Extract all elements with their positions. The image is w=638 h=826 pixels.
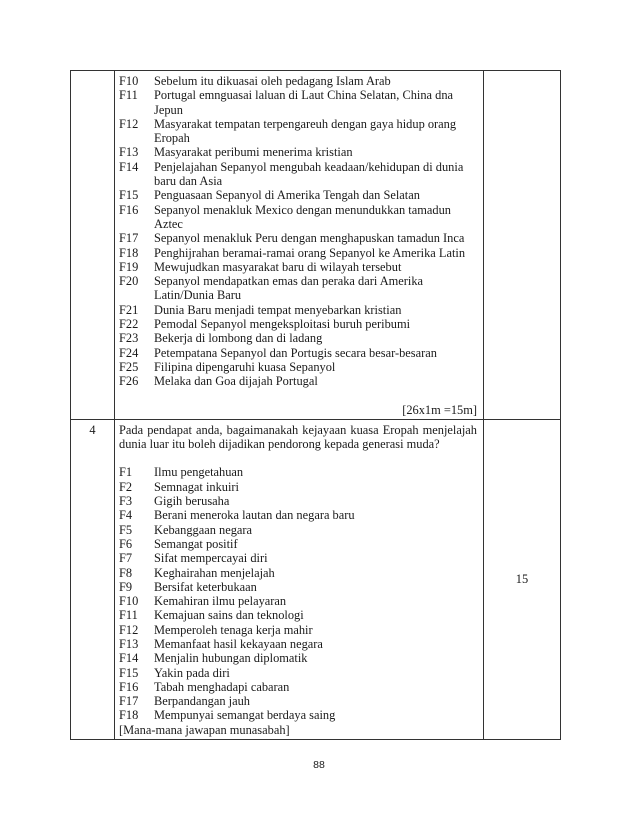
list-item	[119, 317, 477, 331]
item-code: F17	[119, 231, 139, 246]
marks-total: [26x1m =15m]	[402, 402, 477, 417]
item-code: F1	[119, 465, 133, 480]
item-text: Memperoleh tenaga kerja mahir	[154, 622, 313, 637]
item-code: F15	[119, 188, 139, 203]
item-text: Sepanyol menakluk Mexico dengan menundukkan tamadun Aztec	[154, 202, 451, 231]
item-code: F4	[119, 508, 133, 523]
item-code: F21	[119, 302, 139, 317]
item-text: Penguasaan Sepanyol di Amerika Tengah dan Selatan	[154, 188, 420, 203]
item-code: F2	[119, 479, 133, 494]
list-item	[119, 566, 477, 580]
list-item	[119, 551, 477, 565]
item-code: F9	[119, 579, 133, 594]
list-item	[119, 708, 477, 722]
item-code: F19	[119, 259, 139, 274]
item-text: Memanfaat hasil kekayaan negara	[154, 636, 323, 651]
item-code: F26	[119, 374, 139, 389]
item-code: F15	[119, 665, 139, 680]
item-text: Kebanggaan negara	[154, 522, 253, 537]
list-item	[119, 694, 477, 708]
item-code: F12	[119, 116, 139, 131]
list-item	[119, 537, 477, 551]
item-text: Pemodal Sepanyol mengeksploitasi buruh peribumi	[154, 317, 411, 332]
question-number-cell	[71, 71, 115, 420]
list-item	[119, 608, 477, 622]
item-text: Sepanyol mendapatkan emas dan peraka dari Amerika Latin/Dunia Baru	[154, 274, 424, 303]
list-item	[119, 303, 477, 317]
item-text: Semnagat inkuiri	[154, 479, 239, 494]
list-item	[119, 274, 477, 303]
item-code: F5	[119, 522, 133, 537]
item-text: Dunia Baru menjadi tempat menyebarkan kristian	[154, 302, 402, 317]
table-row-section-f	[71, 71, 561, 420]
item-code: F3	[119, 494, 133, 509]
item-code: F23	[119, 331, 139, 346]
item-code: F20	[119, 274, 139, 289]
question-number: 4	[71, 419, 115, 739]
item-text: Menjalin hubungan diplomatik	[154, 651, 308, 666]
item-text: Bekerja di lombong dan di ladang	[154, 331, 323, 346]
list-item	[119, 465, 477, 479]
marks-cell	[484, 71, 561, 420]
item-text: Semangat positif	[154, 536, 238, 551]
item-code: F16	[119, 202, 139, 217]
item-text: Gigih berusaha	[154, 494, 230, 509]
list-item	[119, 494, 477, 508]
answer-scheme-table	[70, 70, 561, 740]
item-code: F13	[119, 145, 139, 160]
item-code: F17	[119, 694, 139, 709]
item-text: Kemahiran ilmu pelayaran	[154, 594, 287, 609]
marks-value: 15	[484, 419, 561, 739]
list-item	[119, 666, 477, 680]
item-code: F6	[119, 536, 133, 551]
list-item	[119, 594, 477, 608]
list-item	[119, 117, 477, 146]
item-text: Sepanyol menakluk Peru dengan menghapuskan tamadun Inca	[154, 231, 465, 246]
list-item	[119, 374, 477, 388]
item-text: Mewujudkan masyarakat baru di wilayah tersebut	[154, 259, 402, 274]
answer-content-cell	[115, 71, 484, 420]
item-code: F24	[119, 345, 139, 360]
item-text: Berpandangan jauh	[154, 694, 250, 709]
list-item	[119, 508, 477, 522]
list-item	[119, 203, 477, 232]
list-item	[119, 480, 477, 494]
item-text: Kemajuan sains dan teknologi	[154, 608, 304, 623]
item-text: Penghijrahan beramai-ramai orang Sepanyol ke Amerika Latin	[154, 245, 466, 260]
item-code: F18	[119, 708, 139, 723]
list-item	[119, 360, 477, 374]
item-code: F14	[119, 651, 139, 666]
item-text: Sifat mempercayai diri	[154, 551, 268, 566]
list-item	[119, 160, 477, 189]
item-code: F14	[119, 159, 139, 174]
list-item	[119, 260, 477, 274]
item-code: F18	[119, 245, 139, 260]
item-code: F12	[119, 622, 139, 637]
list-item	[119, 231, 477, 245]
item-text: Tabah menghadapi cabaran	[154, 679, 290, 694]
item-text: Mempunyai semangat berdaya saing	[154, 708, 336, 723]
list-item	[119, 523, 477, 537]
item-text: Sebelum itu dikuasai oleh pedagang Islam Arab	[154, 74, 391, 88]
answer-list-question-4	[119, 465, 477, 722]
list-item	[119, 246, 477, 260]
item-text: Penjelajahan Sepanyol mengubah keadaan/kehidupan di dunia baru dan Asia	[154, 159, 464, 189]
item-text: Filipina dipengaruhi kuasa Sepanyol	[154, 359, 336, 374]
item-text: Portugal emnguasai laluan di Laut China Selatan, China dna Jepun	[154, 88, 454, 117]
answer-list-section-f	[119, 74, 477, 389]
list-item	[119, 346, 477, 360]
item-code: F10	[119, 74, 139, 88]
list-item	[119, 580, 477, 594]
item-text: Masyarakat peribumi menerima kristian	[154, 145, 353, 160]
list-item	[119, 74, 477, 88]
item-text: Bersifat keterbukaan	[154, 579, 257, 594]
item-text: Melaka dan Goa dijajah Portugal	[154, 374, 318, 389]
item-text: Berani meneroka lautan dan negara baru	[154, 508, 355, 523]
list-item	[119, 331, 477, 345]
list-item	[119, 637, 477, 651]
item-text: Keghairahan menjelajah	[154, 565, 275, 580]
list-item	[119, 145, 477, 159]
item-code: F8	[119, 565, 133, 580]
answer-note: [Mana-mana jawapan munasabah]	[119, 722, 290, 737]
list-item	[119, 188, 477, 202]
item-text: Petempatana Sepanyol dan Portugis secara besar-besaran	[154, 345, 437, 360]
item-text: Yakin pada diri	[154, 665, 230, 680]
item-code: F13	[119, 636, 139, 651]
item-code: F22	[119, 317, 139, 332]
item-code: F11	[119, 608, 138, 623]
question-text: Pada pendapat anda, bagaimanakah kejayaan kuasa Eropah menjelajah dunia luar itu boleh dijadikan pendorong kepada generasi muda?	[119, 422, 477, 452]
table-row-question-4	[71, 419, 561, 739]
item-text: Ilmu pengetahuan	[154, 465, 244, 480]
answer-content-cell	[115, 419, 484, 739]
list-item	[119, 623, 477, 637]
item-code: F7	[119, 551, 133, 566]
item-code: F25	[119, 359, 139, 374]
item-code: F10	[119, 594, 139, 609]
list-item	[119, 88, 477, 117]
item-code: F11	[119, 88, 138, 103]
list-item	[119, 651, 477, 665]
item-code: F16	[119, 679, 139, 694]
list-item	[119, 680, 477, 694]
page-number: 88	[313, 759, 325, 771]
item-text: Masyarakat tempatan terpengareuh dengan gaya hidup orang Eropah	[154, 116, 457, 146]
